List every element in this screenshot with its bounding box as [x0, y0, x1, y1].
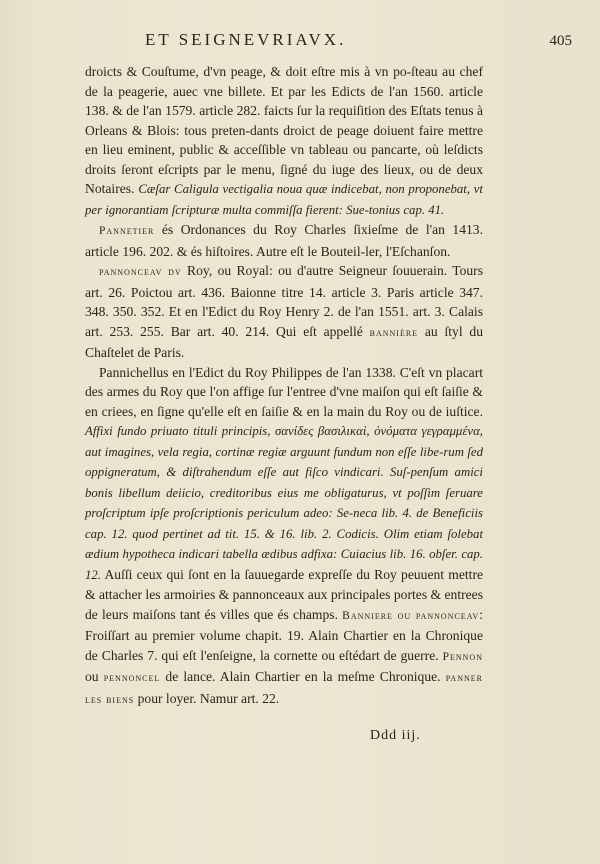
small-caps-term: Banniere ou pannonceav	[342, 609, 480, 622]
paragraph-p1	[85, 62, 483, 220]
paragraph-text: Pannichellus en l'Edict du Roy Philippes de l'an 1338. C'eſt vn placart des armes du Roy que l'on affige ſur l'entree d'vne maiſon qui eſt ſaiſie & en criees, en ſigne qu'elle eſt en ſaiſie & en la main du Roy ou de iuſtice.	[85, 364, 483, 419]
paragraph-p2	[85, 220, 483, 261]
small-caps-term: Pennon	[442, 650, 483, 663]
small-caps-term: pannonceav dv	[99, 266, 182, 278]
small-caps-term: Pannetier	[99, 225, 155, 237]
paragraph-text: Roy, ou Royal: ou d'autre Seigneur ſouuerain. Tours art. 26. Poictou art. 436. Baionne titre 14. article 3. Paris article 347. 348. 350. 352. Et en l'Edict du Roy Henry 2. de l'an 1551. art. 3. Calais art. 253. 255. Bar art. 40. 214. Qui eſt appellé	[85, 263, 483, 339]
paragraph-text: droicts & Couſtume, d'vn peage, & doit eſtre mis à vn po-ſteau au chef de la peagerie, auec vne billete. Et par les Edicts de l'an 1560. article 138. & de l'an 1579. article 282. faicts ſur la requiſition des Eſtats tenus à Orleans & Blois: tous preten-dants droict de peage doiuent faire mettre en lieu eminent, public & acceſſible vn tableau ou pancarte, où leſdicts droits ſeront eſcripts par le menu, ſigné du iuge des lieux, ou de deux Notaires.	[85, 64, 483, 196]
paragraph-text: és Ordonances du Roy Charles ſixieſme de l'an 1413. article 196. 202. & és hiſtoires. Autre eſt le Bouteil-ler, l'Eſchanſon.	[85, 222, 483, 259]
latin-quotation: Cæſar Caligula vectigalia noua quæ indicebat, non proponebat, vt per ignorantiam ſcripturæ multa commiſſa fierent: Sue-tonius cap. 41.	[85, 182, 483, 217]
paragraph-p3	[85, 261, 483, 363]
body-text	[85, 62, 483, 710]
paragraph-text: : Froiſſart au premier volume chapit. 19. Alain Chartier en la Chronique de Charles 7. qui eſt l'enſeigne, la cornette ou eſtédart de guerre.	[85, 606, 483, 663]
paragraph-text: de lance. Alain Chartier en la meſme Chronique.	[160, 669, 446, 684]
latin-quotation: Affixi fundo priuato tituli principis, σανίδες βασιλικαὶ, ὀνόματα γεγραμμένα, aut imagines, vela regia, cortinæ regiæ arguunt fundum non eſſe libe-rum ſed oppigneratum, & diſtrahendum eſſe aut fiſco vindicari. Suſ-penſum amici bonis libellum deiicio, creditoribus eius me obligaturus, vt poſſim ſeruare proſcriptum ipſe proſcriptionis periculum adeo: Se-neca lib. 4. de Beneficiis cap. 12. quod pertinet ad tit. 15. & 16. lib. 2. Codicis. Olim etiam ſolebat ædium hypotheca indicari tabella ædibus adfixa: Cuiacius lib. 16. obſer. cap. 12.	[85, 424, 483, 582]
paragraph-text: ou	[85, 669, 104, 684]
signature-mark: Ddd iij.	[370, 728, 421, 743]
running-header	[145, 30, 572, 50]
small-caps-term: panner les biens	[85, 672, 483, 706]
paragraph-text: Auſſi ceux qui ſont en la ſauuegarde expreſſe du Roy peuuent mettre & attacher les armoiries & pannonceaux aux principales portes & entrees de leurs maiſons tant és villes que és champs.	[85, 566, 483, 622]
paragraph-p4	[85, 363, 483, 711]
paragraph-text: pour loyer. Namur art. 22.	[134, 690, 280, 706]
small-caps-term: bannière	[369, 326, 419, 339]
paragraph-text: au ſtyl du Chaſtelet de Paris.	[85, 323, 484, 360]
small-caps-term: pennoncel	[103, 672, 161, 684]
page-number: 405	[549, 33, 572, 49]
running-title: ET SEIGNEVRIAVX.	[145, 30, 347, 49]
